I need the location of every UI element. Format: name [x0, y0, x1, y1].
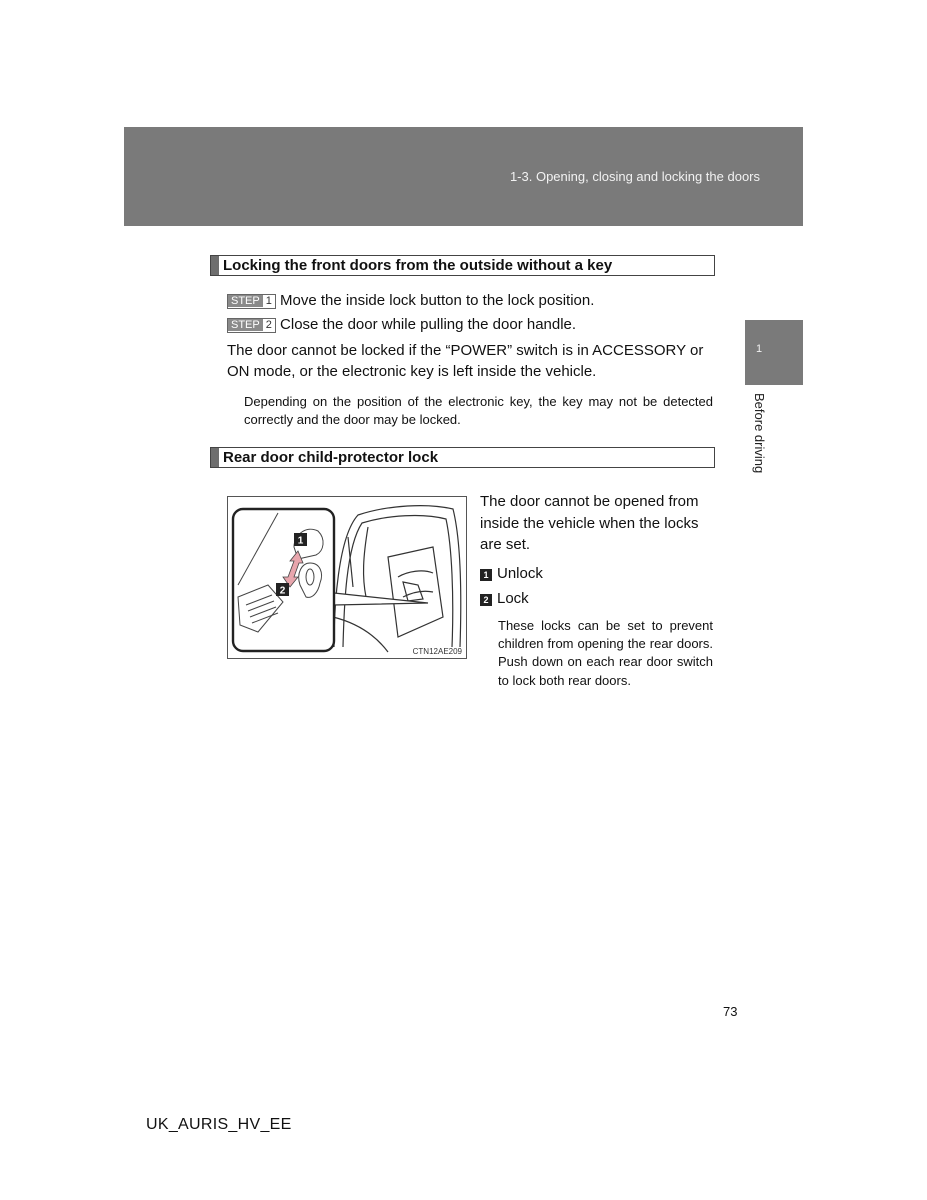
figure-code: CTN12AE209 — [412, 647, 462, 656]
step-badge: STEP 1 — [227, 294, 276, 309]
section-heading-child-lock — [210, 447, 715, 468]
legend-lock — [480, 590, 529, 607]
step-text: Move the inside lock button to the lock position. — [280, 292, 595, 309]
page-number: 73 — [723, 1004, 738, 1019]
door-illustration-svg — [228, 497, 466, 658]
callout-1-icon: 1 — [480, 569, 492, 581]
legend-label: Unlock — [497, 565, 543, 582]
heading-bar — [211, 448, 219, 467]
section-heading-text: Rear door child-protector lock — [223, 449, 439, 466]
svg-text:2: 2 — [279, 585, 286, 597]
chapter-header-band — [124, 127, 803, 226]
chapter-tab[interactable] — [745, 320, 803, 385]
callout-2-icon: 2 — [480, 594, 492, 606]
lock-condition-text: The door cannot be locked if the “POWER” switch is in ACCESSORY or ON mode, or the electronic key is left inside the vehicle. — [227, 342, 704, 380]
step-2 — [227, 316, 576, 333]
step-badge: STEP 2 — [227, 318, 276, 333]
footer-document-code: UK_AURIS_HV_EE — [146, 1116, 292, 1133]
heading-bar — [211, 256, 219, 275]
legend-unlock — [480, 565, 543, 582]
step-1 — [227, 292, 594, 309]
zoom-detail-box — [233, 509, 334, 651]
chapter-tab-number: 1 — [756, 343, 763, 355]
child-lock-description: The door cannot be opened from inside the vehicle when the locks are set. — [480, 493, 699, 553]
section-heading-text: Locking the front doors from the outside without a key — [223, 257, 613, 274]
section-title: 1-3. Opening, closing and locking the doors — [509, 169, 760, 184]
child-lock-note: These locks can be set to prevent children from opening the rear doors. Push down on each rear door switch to lock both rear doors. — [498, 618, 713, 688]
step-text: Close the door while pulling the door handle. — [280, 316, 577, 333]
chapter-tab-label: Before driving — [752, 393, 767, 474]
section-heading-locking-front-doors — [210, 255, 715, 276]
zoom-pointer — [334, 593, 428, 605]
key-detection-note: Depending on the position of the electronic key, the key may not be detected correctly and the door may be locked. — [244, 394, 713, 427]
legend-label: Lock — [497, 590, 529, 607]
child-lock-illustration — [227, 496, 467, 659]
svg-text:1: 1 — [297, 535, 304, 547]
